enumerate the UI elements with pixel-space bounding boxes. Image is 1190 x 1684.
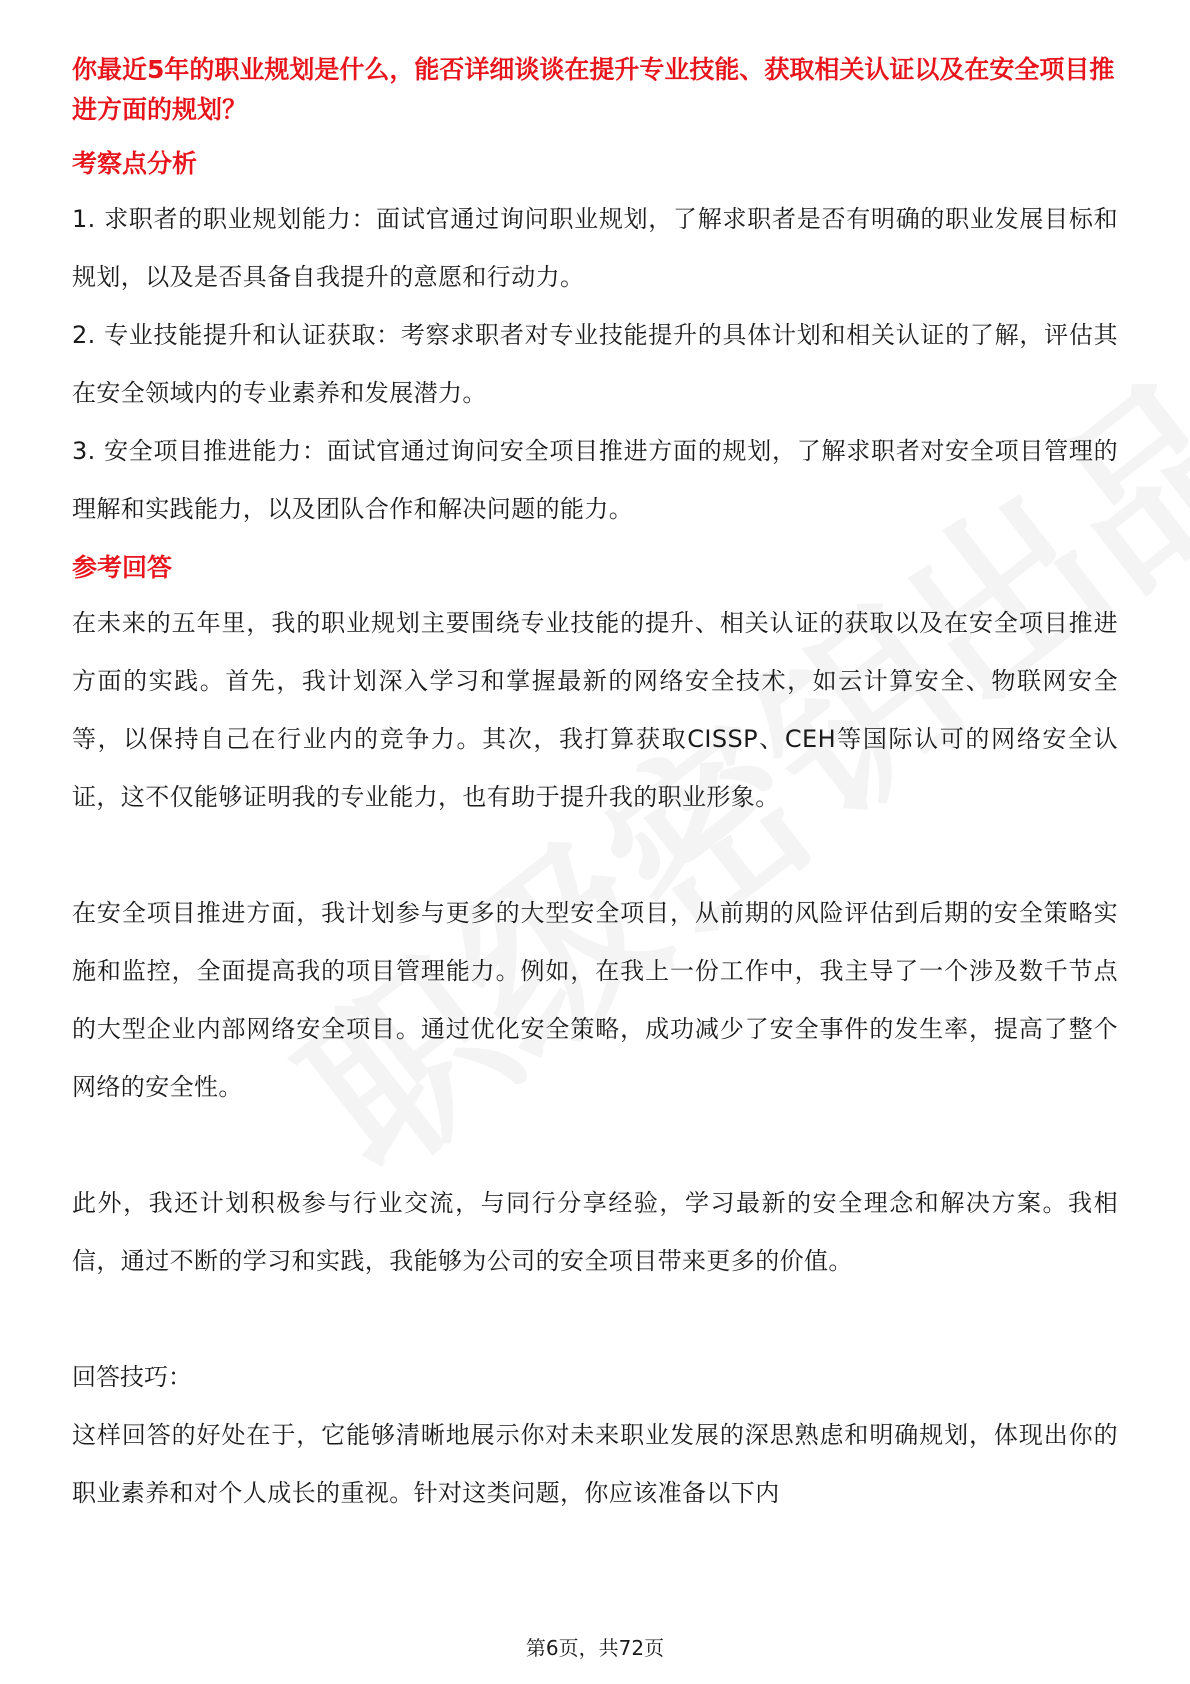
analysis-point: 3. 安全项目推进能力：面试官通过询问安全项目推进方面的规划，了解求职者对安全项目管理的理解和实践能力，以及团队合作和解决问题的能力。 <box>72 437 1118 523</box>
answer-paragraph: 此外，我还计划积极参与行业交流，与同行分享经验，学习最新的安全理念和解决方案。我相信，通过不断的学习和实践，我能够为公司的安全项目带来更多的价值。 <box>72 1189 1118 1275</box>
tips-paragraph: 这样回答的好处在于，它能够清晰地展示你对未来职业发展的深思熟虑和明确规划，体现出你的职业素养和对个人成长的重视。针对这类问题，你应该准备以下内 <box>72 1421 1118 1507</box>
analysis-points <box>72 190 1118 538</box>
spacer <box>72 1290 1118 1348</box>
answer-body <box>72 594 1118 1522</box>
spacer <box>72 538 1118 548</box>
answer-heading: 参考回答 <box>72 553 173 582</box>
spacer <box>72 1116 1118 1174</box>
page-number: 第6页，共72页 <box>525 1636 665 1660</box>
answer-paragraph: 在安全项目推进方面，我计划参与更多的大型安全项目，从前期的风险评估到后期的安全策略实施和监控，全面提高我的项目管理能力。例如，在我上一份工作中，我主导了一个涉及数千节点的大型企业内部网络安全项目。通过优化安全策略，成功减少了安全事件的发生率，提高了整个网络的安全性。 <box>72 899 1118 1101</box>
analysis-heading: 考察点分析 <box>72 149 198 178</box>
analysis-point: 1. 求职者的职业规划能力：面试官通过询问职业规划，了解求职者是否有明确的职业发展目标和规划，以及是否具备自我提升的意愿和行动力。 <box>72 205 1118 291</box>
answer-paragraph: 在未来的五年里，我的职业规划主要围绕专业技能的提升、相关认证的获取以及在安全项目推进方面的实践。首先，我计划深入学习和掌握最新的网络安全技术，如云计算安全、物联网安全等，以保持自己在行业内的竞争力。其次，我打算获取CISSP、CEH等国际认可的网络安全认证，这不仅能够证明我的专业能力，也有助于提升我的职业形象。 <box>72 609 1118 811</box>
page-content <box>72 50 1118 1522</box>
tips-title: 回答技巧： <box>72 1363 192 1391</box>
analysis-point: 2. 专业技能提升和认证获取：考察求职者对专业技能提升的具体计划和相关认证的了解，评估其在安全领域内的专业素养和发展潜力。 <box>72 321 1118 407</box>
spacer <box>72 826 1118 884</box>
question-title: 你最近5年的职业规划是什么，能否详细谈谈在提升专业技能、获取相关认证以及在安全项目推进方面的规划？ <box>72 55 1115 124</box>
